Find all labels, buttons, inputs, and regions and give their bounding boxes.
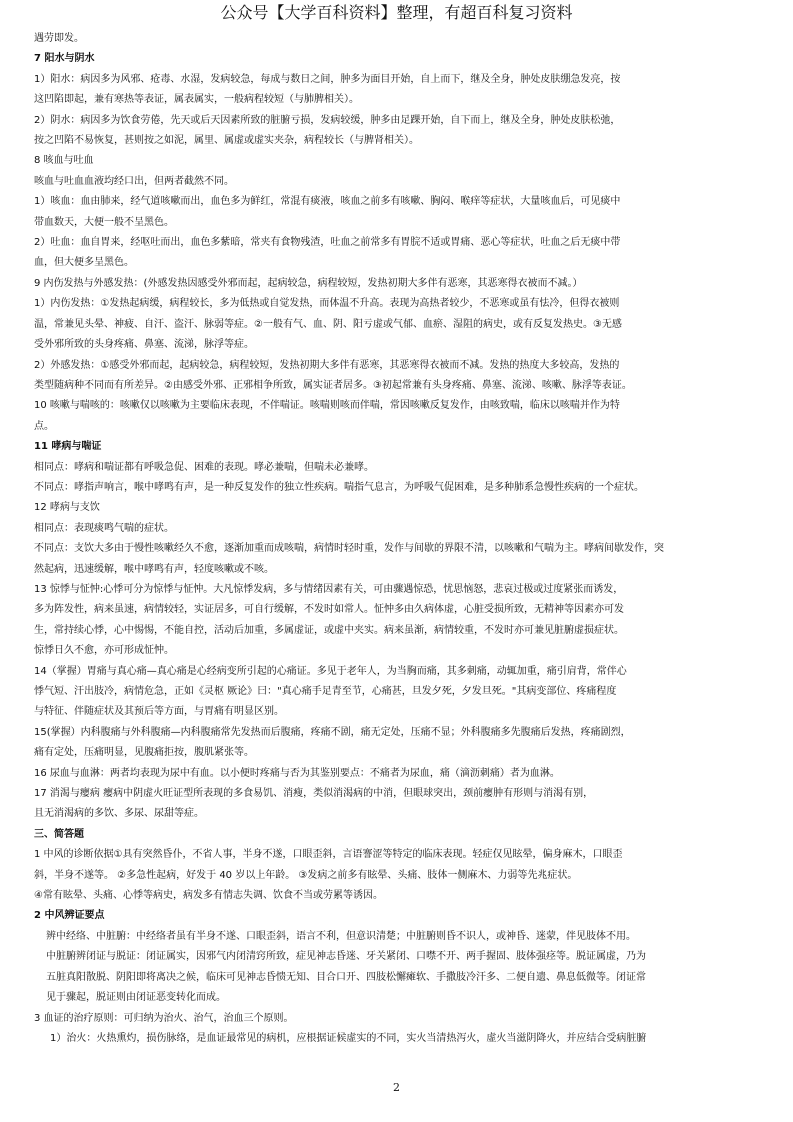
text-line: 类型随病种不同而有所差异。②由感受外邪、正邪相争所致，属实证者居多。③初起常兼有头身疼痛、鼻塞、流涕、咳嗽、脉浮等表证。 — [34, 379, 632, 391]
text-line: 且无消渴病的多饮、多尿、尿甜等症。 — [34, 808, 204, 820]
text-line: 血，但大便多呈黑色。 — [34, 257, 134, 269]
text-line: 温，常兼见头晕、神疲、自汗、盗汗、脉弱等症。②一般有气、血、阴、阳亏虚或气郁、血瘀、湿阻的病史，或有反复发热史。③无感 — [34, 318, 622, 330]
section-heading: 7 阳水与阴水 — [34, 53, 95, 65]
section-heading: 2 中风辨证要点 — [34, 910, 105, 922]
text-line: 2）阴水：病因多为饮食劳倦，先天或后天因素所致的脏腑亏损，发病较缓，肿多由足踝开始，自下而上，继及全身，肿处皮肤松弛， — [34, 114, 621, 126]
text-line: 与特征、伴随症状及其预后等方面，与胃痛有明显区别。 — [34, 706, 284, 718]
text-line: 按之凹陷不易恢复，甚则按之如泥，属里、属虚或虚实夹杂，病程较长（与脾肾相关）。 — [34, 135, 419, 147]
text-line: 1）咳血：血由肺来，经气道咳嗽而出，血色多为鲜红，常混有痰液，咳血之前多有咳嗽、胸闷、喉痒等症状，大量咳血后，可见痰中 — [34, 196, 621, 208]
text-line: 惊悸日久不愈，亦可形成怔忡。 — [34, 645, 174, 657]
text-line: 然起病，迅速缓解，喉中哮鸣有声，轻度咳嗽或不咳。 — [34, 563, 274, 575]
section-heading: 11 哮病与喘证 — [34, 441, 102, 453]
text-line: 多为阵发性，病来虽速，病情较轻，实证居多，可自行缓解，不发时如常人。怔忡多由久病体虚，心脏受损所致，无精神等因素亦可发 — [34, 604, 624, 616]
text-line: 2）外感发热：①感受外邪而起，起病较急，病程较短，发热初期大多伴有恶寒，其恶寒得衣被而不减。发热的热度大多较高，发热的 — [34, 359, 620, 371]
text-line: 咳血与吐血血液均经口出，但两者截然不同。 — [34, 175, 234, 187]
section-heading: 10 咳嗽与喘咳的：咳嗽仅以咳嗽为主要临床表现，不伴喘证。咳喘则咳而伴喘，常因咳嗽反复发作，由咳致喘，临床以咳喘并作为特 — [34, 400, 620, 412]
text-line: 点。 — [34, 420, 54, 432]
section-heading: 16 尿血与血淋：两者均表现为尿中有血。以小便时疼痛与否为其鉴别要点：不痛者为尿血，痛（滴沥刺痛）者为血淋。 — [34, 767, 560, 779]
section-heading: 三、简答题 — [34, 828, 84, 840]
section-heading: 13 惊悸与怔忡:心悸可分为惊悸与怔忡。大凡惊悸发病，多与情绪因素有关，可由骤遇惊恐，忧思恼怒，悲哀过极或过度紧张而诱发， — [34, 583, 624, 595]
text-line: 相同点：表现痰鸣气喘的症状。 — [34, 522, 174, 534]
text-line: 1）阳水：病因多为风邪、疮毒、水湿，发病较急，每成与数日之间，肿多为面目开始，自上而下，继及全身，肿处皮肤绷急发亮，按 — [34, 73, 621, 85]
text-line: 不同点：哮指声响言，喉中哮鸣有声，是一种反复发作的独立性疾病。喘指气息言，为呼吸气促困难，是多种肺系急慢性疾病的一个症状。 — [34, 481, 644, 493]
text-line: 不同点：支饮大多由于慢性咳嗽经久不愈，逐渐加重而成咳喘，病情时轻时重，发作与间歇的界限不清，以咳嗽和气喘为主。哮病间歇发作，突 — [34, 543, 664, 555]
text-line: 1 中风的诊断依据①具有突然昏仆，不省人事，半身不遂，口眼歪斜，言语謇涩等特定的临床表现。轻症仅见眩晕，偏身麻木，口眼歪 — [34, 849, 623, 861]
page-header: 公众号【大学百科资料】整理，有超百科复习资料 — [220, 3, 573, 22]
text-line: 2）吐血：血自胃来，经呕吐而出，血色多紫暗，常夹有食物残渣，吐血之前常多有胃脘不适或胃痛、恶心等症状，吐血之后无痰中带 — [34, 237, 621, 249]
text-line: 1）治火：火热熏灼，损伤脉络，是血证最常见的病机，应根据证候虚实的不同，实火当清热泻火，虚火当滋阴降火，并应结合受病脏腑 — [50, 1032, 647, 1044]
text-line: 带血数天，大便一般不呈黑色。 — [34, 216, 174, 228]
text-line: 悸气短、汗出肢冷，病情危急，正如《灵枢 厥论》曰："真心痛手足青至节，心痛甚，旦发夕死，夕发旦死。"其病变部位、疼痛程度 — [34, 686, 617, 697]
text-line: 受外邪所致的头身疼痛、鼻塞、流涕，脉浮等症。 — [34, 339, 254, 351]
text-line: 遇劳即发。 — [34, 33, 84, 44]
section-heading: 17 消渴与瘿病 瘿病中阴虚火旺证型所表现的多食易饥、消瘦，类似消渴病的中消，但眼球突出，颈前瘿肿有形则与消渴有别， — [34, 788, 594, 800]
text-line: ④常有眩晕、头痛、心悸等病史，病发多有情志失调、饮食不当或劳累等诱因。 — [34, 890, 383, 902]
text-line: 斜，半身不遂等。 ②多急性起病，好发于 40 岁以上年龄。 ③发病之前多有眩晕、头痛、肢体一侧麻木、力弱等先兆症状。 — [34, 869, 578, 881]
text-line: 1）内伤发热：①发热起病缓，病程较长，多为低热或自觉发热，而体温不升高。表现为高热者较少，不恶寒或虽有怯冷，但得衣被则 — [34, 298, 620, 310]
text-line: 中脏腑辨闭证与脱证：闭证属实，因邪气内闭清窍所致，症见神志昏迷、牙关紧闭、口噤不开、两手握固、肢体强痉等。脱证属虚，乃为 — [46, 951, 646, 963]
document-body — [34, 29, 764, 1049]
text-line: 见于骤起，脱证则由闭证恶变转化而成。 — [46, 992, 226, 1004]
text-line: 这凹陷即起，兼有寒热等表证，属表属实，一般病程较短（与肺脾相关）。 — [34, 94, 359, 106]
text-line: 痛有定处，压痛明显，见腹痛拒按，腹肌紧张等。 — [34, 747, 254, 759]
text-line: 辨中经络、中脏腑：中经络者虽有半身不遂、口眼歪斜，语言不利，但意识清楚；中脏腑则昏不识人，或神昏、迷蒙，伴见肢体不用。 — [46, 930, 636, 942]
section-heading: 15(掌握）内科腹痛与外科腹痛—内科腹痛常先发热而后腹痛，疼痛不剧，痛无定处，压痛不显；外科腹痛多先腹痛后发热，疼痛剧烈， — [34, 726, 631, 738]
text-line: 五脏真阳散脱、阴阳即将离决之候，临床可见神志昏愦无知、目合口开、四肢松懈瘫软、手撒肢冷汗多、二便自遗、鼻息低微等。闭证常 — [46, 971, 646, 983]
text-line: 生，常持续心悸，心中惕惕，不能自控，活动后加重，多属虚证，或虚中夹实。病来虽渐，病情较重，不发时亦可兼见脏腑虚损症状。 — [34, 624, 624, 636]
section-heading: 12 哮病与支饮 — [34, 502, 100, 514]
text-line: 相同点：哮病和喘证都有呼吸急促、困难的表现。哮必兼喘，但喘未必兼哮。 — [34, 461, 374, 473]
section-heading: 8 咳血与吐血 — [34, 155, 94, 167]
page-number: 2 — [393, 1081, 400, 1094]
section-heading: 14（掌握）胃痛与真心痛—真心痛是心经病变所引起的心痛证。多见于老年人，为当胸而痛，其多刺痛，动辄加重，痛引肩背，常伴心 — [34, 665, 627, 677]
section-heading: 9 内伤发热与外感发热：(外感发热因感受外邪而起，起病较急，病程较短，发热初期大多伴有恶寒，其恶寒得衣被而不减。） — [34, 277, 583, 289]
text-line: 3 血证的治疗原则：可归纳为治火、治气，治血三个原则。 — [34, 1012, 294, 1024]
